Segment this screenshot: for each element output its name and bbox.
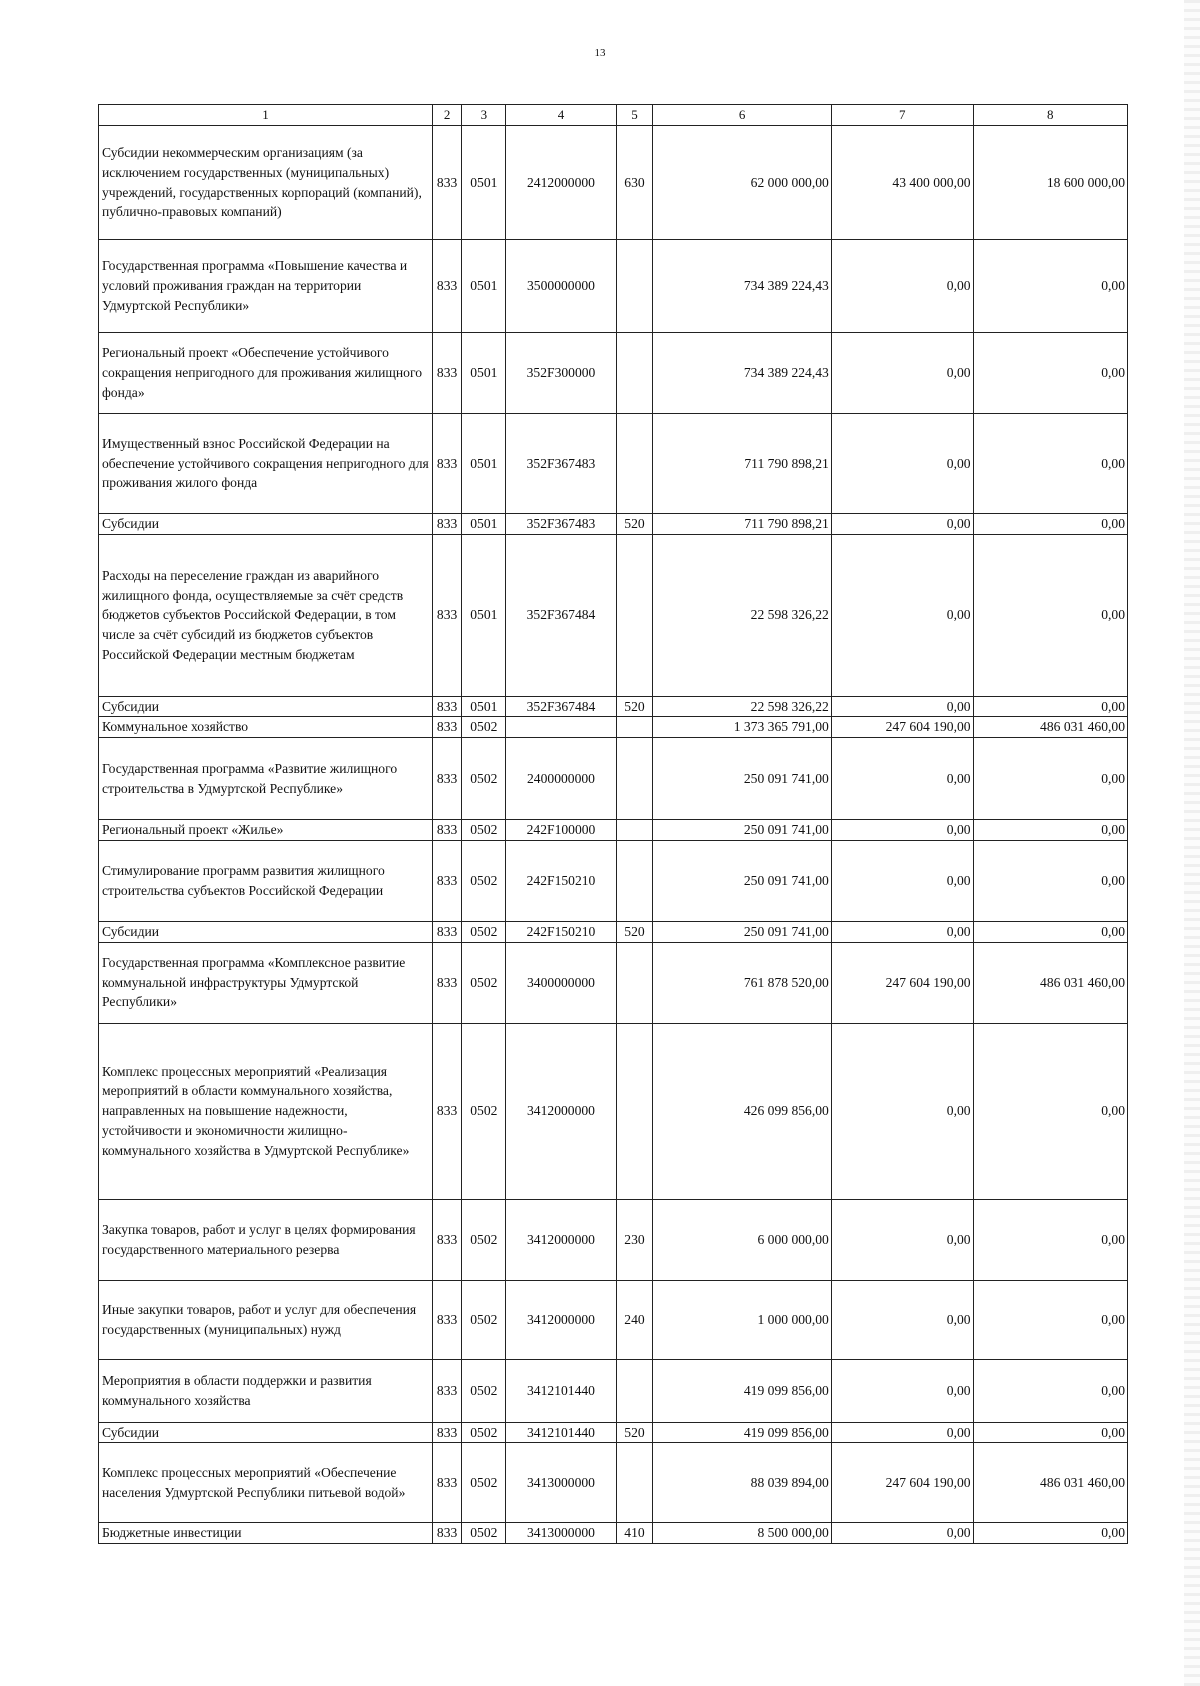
cell-col2: 833 <box>432 820 461 841</box>
cell-col6: 426 099 856,00 <box>653 1023 831 1199</box>
table-row <box>99 240 1128 333</box>
cell-col7: 0,00 <box>831 1280 973 1359</box>
cell-col7: 0,00 <box>831 1023 973 1199</box>
cell-col8: 0,00 <box>973 820 1127 841</box>
cell-col7: 247 604 190,00 <box>831 942 973 1023</box>
cell-col6: 22 598 326,22 <box>653 696 831 717</box>
cell-col7: 0,00 <box>831 921 973 942</box>
row-name: Иные закупки товаров, работ и услуг для обеспечения государственных (муниципальных) нужд <box>99 1280 433 1359</box>
row-name: Коммунальное хозяйство <box>99 717 433 738</box>
cell-col3: 0501 <box>462 240 506 333</box>
cell-col4: 3413000000 <box>506 1443 616 1523</box>
cell-col8: 0,00 <box>973 1523 1127 1544</box>
cell-col7: 43 400 000,00 <box>831 126 973 240</box>
cell-col2: 833 <box>432 1359 461 1422</box>
table-row <box>99 414 1128 514</box>
column-header-2: 2 <box>432 105 461 126</box>
row-name: Комплекс процессных мероприятий «Реализация мероприятий в области коммунального хозяйства, направленных на повышение надежности, устойчивости и экономичности жилищно-коммунального хозяйства в Удмуртской Республике» <box>99 1023 433 1199</box>
row-name: Бюджетные инвестиции <box>99 1523 433 1544</box>
column-header-6: 6 <box>653 105 831 126</box>
row-name: Субсидии некоммерческим организациям (за исключением государственных (муниципальных) учреждений, государственных корпораций (компаний), публично-правовых компаний) <box>99 126 433 240</box>
cell-col5 <box>616 942 653 1023</box>
cell-col4: 242F100000 <box>506 820 616 841</box>
cell-col3: 0502 <box>462 1422 506 1443</box>
cell-col2: 833 <box>432 333 461 414</box>
cell-col8: 0,00 <box>973 1199 1127 1280</box>
cell-col6: 250 091 741,00 <box>653 820 831 841</box>
page-number: 13 <box>594 47 606 59</box>
cell-col5: 240 <box>616 1280 653 1359</box>
cell-col8: 0,00 <box>973 921 1127 942</box>
cell-col8: 486 031 460,00 <box>973 942 1127 1023</box>
cell-col6: 734 389 224,43 <box>653 240 831 333</box>
cell-col2: 833 <box>432 1280 461 1359</box>
cell-col6: 62 000 000,00 <box>653 126 831 240</box>
cell-col5 <box>616 240 653 333</box>
table-row <box>99 333 1128 414</box>
cell-col2: 833 <box>432 696 461 717</box>
cell-col6: 734 389 224,43 <box>653 333 831 414</box>
table-row <box>99 820 1128 841</box>
cell-col3: 0502 <box>462 1523 506 1544</box>
table-row <box>99 942 1128 1023</box>
cell-col5 <box>616 1443 653 1523</box>
cell-col2: 833 <box>432 717 461 738</box>
cell-col4: 352F367484 <box>506 696 616 717</box>
cell-col3: 0502 <box>462 840 506 921</box>
table-row <box>99 514 1128 535</box>
table-row <box>99 1023 1128 1199</box>
row-name: Субсидии <box>99 921 433 942</box>
row-name: Субсидии <box>99 696 433 717</box>
cell-col7: 247 604 190,00 <box>831 717 973 738</box>
row-name: Закупка товаров, работ и услуг в целях формирования государственного материального резерва <box>99 1199 433 1280</box>
row-name: Региональный проект «Обеспечение устойчивого сокращения непригодного для проживания жилищного фонда» <box>99 333 433 414</box>
cell-col8: 0,00 <box>973 514 1127 535</box>
cell-col5: 520 <box>616 514 653 535</box>
cell-col6: 419 099 856,00 <box>653 1422 831 1443</box>
header-row <box>99 105 1128 126</box>
table-row <box>99 717 1128 738</box>
cell-col8: 0,00 <box>973 333 1127 414</box>
cell-col3: 0501 <box>462 534 506 696</box>
cell-col6: 1 000 000,00 <box>653 1280 831 1359</box>
cell-col3: 0502 <box>462 942 506 1023</box>
cell-col8: 0,00 <box>973 1359 1127 1422</box>
cell-col3: 0501 <box>462 696 506 717</box>
table-row <box>99 534 1128 696</box>
cell-col5 <box>616 414 653 514</box>
cell-col4: 3413000000 <box>506 1523 616 1544</box>
cell-col7: 0,00 <box>831 414 973 514</box>
cell-col7: 0,00 <box>831 1199 973 1280</box>
table-row <box>99 738 1128 820</box>
cell-col3: 0502 <box>462 1199 506 1280</box>
cell-col8: 0,00 <box>973 534 1127 696</box>
row-name: Субсидии <box>99 1422 433 1443</box>
cell-col2: 833 <box>432 240 461 333</box>
cell-col6: 1 373 365 791,00 <box>653 717 831 738</box>
cell-col5: 520 <box>616 921 653 942</box>
row-name: Стимулирование программ развития жилищного строительства субъектов Российской Федерации <box>99 840 433 921</box>
cell-col3: 0502 <box>462 921 506 942</box>
cell-col8: 486 031 460,00 <box>973 717 1127 738</box>
cell-col5: 520 <box>616 1422 653 1443</box>
cell-col4: 352F367483 <box>506 514 616 535</box>
cell-col5: 630 <box>616 126 653 240</box>
cell-col2: 833 <box>432 1023 461 1199</box>
cell-col6: 711 790 898,21 <box>653 514 831 535</box>
cell-col4: 3412000000 <box>506 1023 616 1199</box>
row-name: Региональный проект «Жилье» <box>99 820 433 841</box>
cell-col3: 0502 <box>462 1359 506 1422</box>
cell-col7: 0,00 <box>831 333 973 414</box>
cell-col4: 242F150210 <box>506 921 616 942</box>
cell-col4: 352F367484 <box>506 534 616 696</box>
cell-col4: 352F300000 <box>506 333 616 414</box>
cell-col4: 3412000000 <box>506 1280 616 1359</box>
cell-col7: 0,00 <box>831 820 973 841</box>
cell-col8: 486 031 460,00 <box>973 1443 1127 1523</box>
cell-col7: 0,00 <box>831 240 973 333</box>
cell-col5 <box>616 1023 653 1199</box>
cell-col3: 0502 <box>462 717 506 738</box>
column-header-5: 5 <box>616 105 653 126</box>
table-row <box>99 921 1128 942</box>
cell-col3: 0502 <box>462 1280 506 1359</box>
cell-col4: 3412101440 <box>506 1359 616 1422</box>
cell-col5: 230 <box>616 1199 653 1280</box>
cell-col2: 833 <box>432 840 461 921</box>
cell-col4: 2400000000 <box>506 738 616 820</box>
column-header-3: 3 <box>462 105 506 126</box>
cell-col8: 0,00 <box>973 240 1127 333</box>
column-header-4: 4 <box>506 105 616 126</box>
cell-col6: 250 091 741,00 <box>653 921 831 942</box>
cell-col5: 410 <box>616 1523 653 1544</box>
cell-col7: 0,00 <box>831 1523 973 1544</box>
cell-col5 <box>616 840 653 921</box>
cell-col6: 6 000 000,00 <box>653 1199 831 1280</box>
cell-col4: 3412101440 <box>506 1422 616 1443</box>
table-row <box>99 840 1128 921</box>
cell-col8: 0,00 <box>973 1422 1127 1443</box>
cell-col4 <box>506 717 616 738</box>
cell-col7: 0,00 <box>831 1359 973 1422</box>
cell-col7: 0,00 <box>831 534 973 696</box>
row-name: Мероприятия в области поддержки и развития коммунального хозяйства <box>99 1359 433 1422</box>
cell-col4: 352F367483 <box>506 414 616 514</box>
row-name: Имущественный взнос Российской Федерации на обеспечение устойчивого сокращения непригодного для проживания жилого фонда <box>99 414 433 514</box>
cell-col2: 833 <box>432 514 461 535</box>
cell-col3: 0502 <box>462 1443 506 1523</box>
cell-col6: 250 091 741,00 <box>653 840 831 921</box>
cell-col5: 520 <box>616 696 653 717</box>
cell-col8: 0,00 <box>973 696 1127 717</box>
cell-col3: 0502 <box>462 738 506 820</box>
cell-col3: 0501 <box>462 514 506 535</box>
cell-col3: 0502 <box>462 1023 506 1199</box>
table-row <box>99 1422 1128 1443</box>
cell-col8: 0,00 <box>973 738 1127 820</box>
cell-col8: 18 600 000,00 <box>973 126 1127 240</box>
cell-col7: 0,00 <box>831 738 973 820</box>
row-name: Субсидии <box>99 514 433 535</box>
row-name: Комплекс процессных мероприятий «Обеспечение населения Удмуртской Республики питьевой водой» <box>99 1443 433 1523</box>
cell-col7: 0,00 <box>831 1422 973 1443</box>
cell-col7: 0,00 <box>831 840 973 921</box>
cell-col2: 833 <box>432 921 461 942</box>
cell-col4: 2412000000 <box>506 126 616 240</box>
cell-col5 <box>616 333 653 414</box>
cell-col3: 0501 <box>462 126 506 240</box>
cell-col3: 0501 <box>462 333 506 414</box>
cell-col7: 0,00 <box>831 514 973 535</box>
cell-col3: 0502 <box>462 820 506 841</box>
scan-edge <box>1184 0 1200 1686</box>
table-row <box>99 1199 1128 1280</box>
cell-col4: 3500000000 <box>506 240 616 333</box>
cell-col7: 247 604 190,00 <box>831 1443 973 1523</box>
row-name: Расходы на переселение граждан из аварийного жилищного фонда, осуществляемые за счёт средств бюджетов субъектов Российской Федерации, в том числе за счёт субсидий из бюджетов субъектов Российской Федерации местным бюджетам <box>99 534 433 696</box>
column-header-8: 8 <box>973 105 1127 126</box>
table-row <box>99 696 1128 717</box>
column-header-7: 7 <box>831 105 973 126</box>
row-name: Государственная программа «Повышение качества и условий проживания граждан на территории Удмуртской Республики» <box>99 240 433 333</box>
cell-col2: 833 <box>432 414 461 514</box>
row-name: Государственная программа «Развитие жилищного строительства в Удмуртской Республике» <box>99 738 433 820</box>
cell-col4: 242F150210 <box>506 840 616 921</box>
cell-col4: 3400000000 <box>506 942 616 1023</box>
table-row <box>99 126 1128 240</box>
cell-col2: 833 <box>432 1422 461 1443</box>
table-row <box>99 1280 1128 1359</box>
cell-col6: 711 790 898,21 <box>653 414 831 514</box>
cell-col6: 8 500 000,00 <box>653 1523 831 1544</box>
cell-col3: 0501 <box>462 414 506 514</box>
cell-col2: 833 <box>432 738 461 820</box>
table-row <box>99 1523 1128 1544</box>
cell-col6: 88 039 894,00 <box>653 1443 831 1523</box>
cell-col6: 250 091 741,00 <box>653 738 831 820</box>
cell-col8: 0,00 <box>973 1023 1127 1199</box>
cell-col2: 833 <box>432 1199 461 1280</box>
budget-table <box>98 104 1128 1544</box>
cell-col5 <box>616 820 653 841</box>
cell-col2: 833 <box>432 126 461 240</box>
cell-col5 <box>616 534 653 696</box>
cell-col8: 0,00 <box>973 414 1127 514</box>
cell-col6: 419 099 856,00 <box>653 1359 831 1422</box>
cell-col2: 833 <box>432 534 461 696</box>
cell-col2: 833 <box>432 1523 461 1544</box>
cell-col5 <box>616 717 653 738</box>
cell-col5 <box>616 738 653 820</box>
cell-col2: 833 <box>432 942 461 1023</box>
cell-col4: 3412000000 <box>506 1199 616 1280</box>
cell-col6: 22 598 326,22 <box>653 534 831 696</box>
table-row <box>99 1359 1128 1422</box>
cell-col5 <box>616 1359 653 1422</box>
cell-col8: 0,00 <box>973 1280 1127 1359</box>
cell-col7: 0,00 <box>831 696 973 717</box>
cell-col6: 761 878 520,00 <box>653 942 831 1023</box>
cell-col2: 833 <box>432 1443 461 1523</box>
table-row <box>99 1443 1128 1523</box>
cell-col8: 0,00 <box>973 840 1127 921</box>
row-name: Государственная программа «Комплексное развитие коммунальной инфраструктуры Удмуртской Республики» <box>99 942 433 1023</box>
column-header-1: 1 <box>99 105 433 126</box>
